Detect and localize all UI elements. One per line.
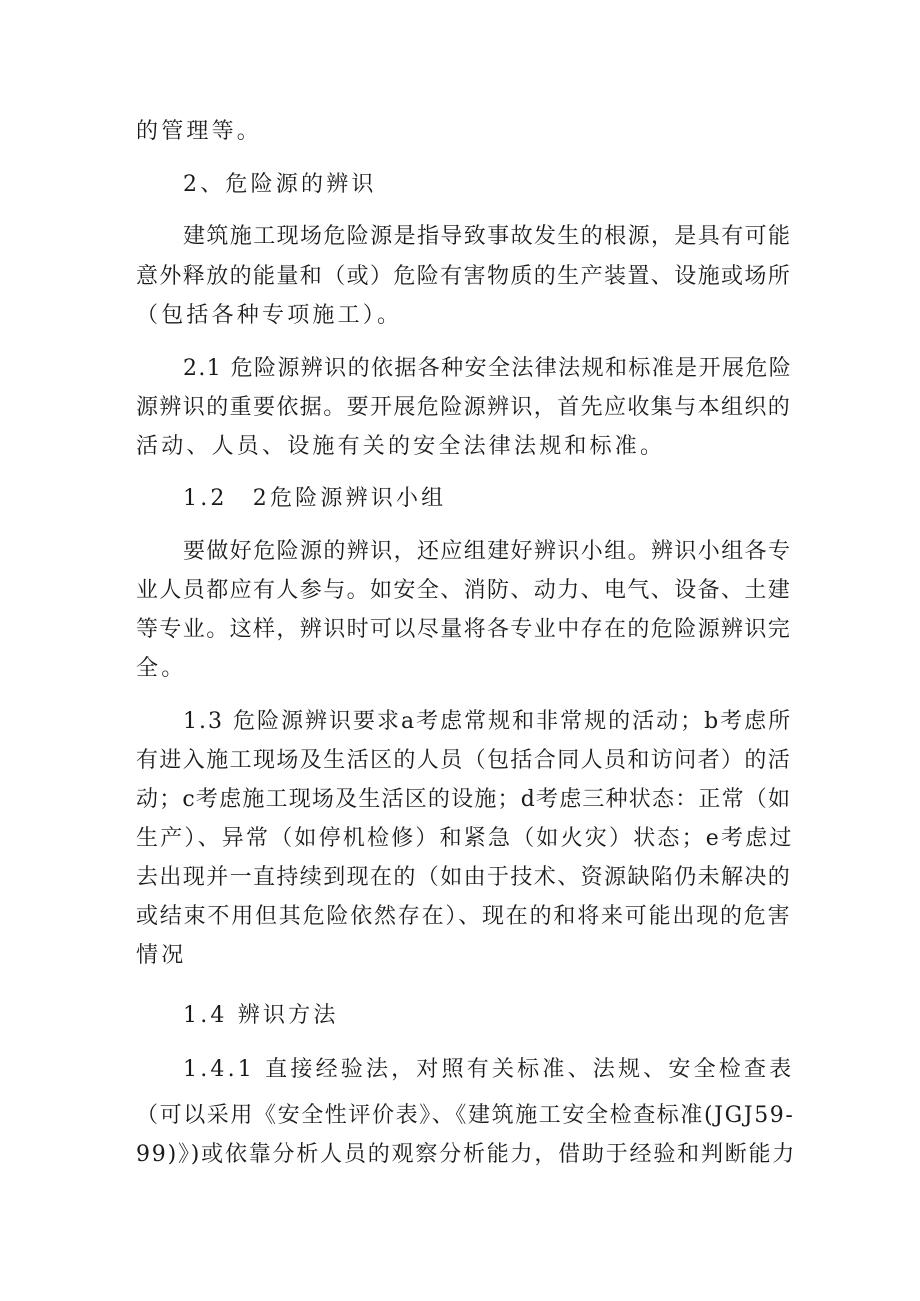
text-line-5: （包括各种专项施工）。 (136, 303, 403, 328)
section-heading-1-4: 1.4 辨识方法 (183, 1003, 339, 1028)
text-line-12: 等专业。这样，辨识时可以尽量将各专业中存在的危险源辨识完 (136, 617, 792, 642)
text-line-14: 1.3 危险源辨识要求a考虑常规和非常规的活动；b考虑所 (183, 709, 793, 734)
text-line-16: 动；c考虑施工现场及生活区的设施；d考虑三种状态：正常（如 (136, 787, 792, 812)
text-line-1: 的管理等。 (136, 119, 263, 144)
text-line-10: 要做好危险源的辨识，还应组建好辨识小组。辨识小组各专 (183, 539, 792, 564)
text-line-11: 业人员都应有人参与。如安全、消防、动力、电气、设备、土建 (136, 578, 792, 603)
text-line-8: 活动、人员、设施有关的安全法律法规和标准。 (136, 434, 666, 459)
text-line-23: （可以采用《安全性评价表》、《建筑施工安全检查标准(JGJ59- (136, 1103, 795, 1128)
text-line-17: 生产）、异常（如停机检修）和紧急（如火灾）状态；e考虑过 (136, 826, 794, 851)
text-line-3: 建筑施工现场危险源是指导致事故发生的根源，是具有可能 (183, 224, 792, 249)
text-line-7: 源辨识的重要依据。要开展危险源辨识，首先应收集与本组织的 (136, 395, 792, 420)
section-heading-1-2: 1.2 2危险源辨识小组 (183, 486, 447, 511)
section-heading-2: 2、危险源的辨识 (183, 172, 377, 197)
text-line-24: 99)》)或依靠分析人员的观察分析能力，借助于经验和判断能力 (136, 1142, 797, 1167)
text-line-15: 有进入施工现场及生活区的人员（包括合同人员和访问者）的活 (136, 748, 792, 773)
text-line-22: 1.4.1 直接经验法，对照有关标准、法规、安全检查表 (183, 1057, 795, 1082)
text-line-4: 意外释放的能量和（或）危险有害物质的生产装置、设施或场所 (136, 264, 792, 289)
text-line-13: 全。 (136, 656, 187, 681)
text-line-19: 或结束不用但其危险依然存在）、现在的和将来可能出现的危害 (136, 904, 792, 929)
text-line-18: 去出现并一直持续到现在的（如由于技术、资源缺陷仍未解决的 (136, 865, 792, 890)
text-line-6: 2.1 危险源辨识的依据各种安全法律法规和标准是开展危险 (183, 356, 793, 381)
text-line-20: 情况 (136, 943, 187, 968)
